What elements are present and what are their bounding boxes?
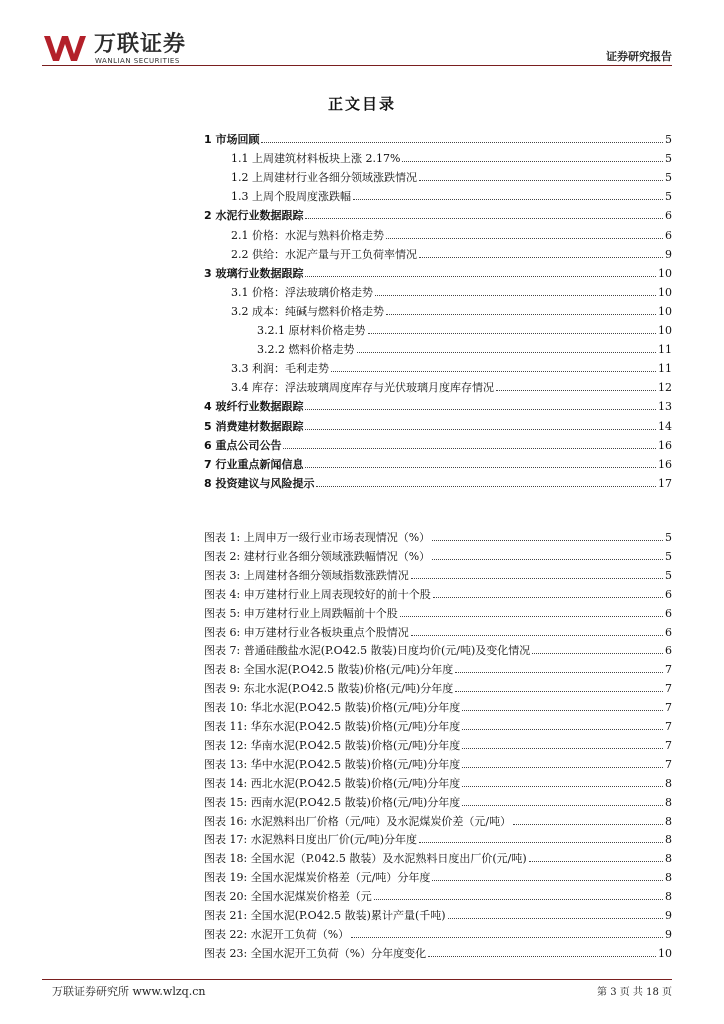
entry-page: 5 [665, 568, 672, 582]
entry-title: 6 重点公司公告 [204, 438, 282, 452]
dot-leader [462, 748, 663, 749]
dot-leader [529, 861, 663, 862]
dot-leader [305, 429, 656, 430]
dot-leader [428, 956, 656, 957]
entry-page: 9 [665, 247, 672, 261]
dot-leader [351, 937, 663, 938]
entry-title: 图表 9: 东北水泥(P.O42.5 散装)价格(元/吨)分年度 [204, 682, 454, 696]
dot-leader [283, 448, 656, 449]
entry-title: 图表 22: 水泥开工负荷（%） [204, 927, 350, 941]
entry-page: 7 [665, 682, 672, 696]
entry-page: 6 [665, 209, 672, 223]
entry-page: 7 [665, 663, 672, 677]
entry-page: 11 [658, 362, 672, 376]
entry-page: 6 [665, 644, 672, 658]
dot-leader [462, 710, 663, 711]
dot-leader [305, 276, 656, 277]
entry-title: 3.4 库存：浮法玻璃周度库存与光伏玻璃月度库存情况 [231, 381, 494, 395]
header-divider [42, 65, 672, 66]
figure-entry[interactable] [204, 531, 672, 545]
figure-entry[interactable] [204, 720, 672, 734]
toc-entry[interactable] [231, 381, 672, 395]
entry-title: 图表 6: 申万建材行业各板块重点个股情况 [204, 625, 409, 639]
toc-entry[interactable] [231, 362, 672, 376]
document-type: 证券研究报告 [606, 50, 672, 63]
entry-title: 3.3 利润：毛利走势 [231, 362, 329, 376]
figure-entry[interactable] [204, 569, 672, 583]
entry-title: 1 市场回顾 [204, 133, 260, 146]
toc-entry[interactable] [204, 267, 672, 281]
toc-entry[interactable] [257, 324, 672, 338]
entry-page: 7 [665, 757, 672, 771]
dot-leader [386, 238, 663, 239]
toc-entry[interactable] [204, 133, 672, 147]
entry-page: 5 [665, 152, 672, 166]
entry-page: 7 [665, 738, 672, 752]
footer-divider [42, 979, 672, 980]
entry-title: 1.3 上周个股周度涨跌幅 [231, 190, 351, 204]
entry-page: 10 [658, 285, 672, 299]
entry-page: 16 [658, 457, 672, 471]
dot-leader [386, 314, 656, 315]
dot-leader [513, 824, 663, 825]
figure-entry[interactable] [204, 588, 672, 602]
entry-title: 图表 12: 华南水泥(P.O42.5 散装)价格(元/吨)分年度 [204, 738, 461, 752]
entry-title: 图表 20: 全国水泥煤炭价格差（元 [204, 890, 372, 904]
entry-title: 3.2 成本：纯碱与燃料价格走势 [231, 304, 384, 318]
entry-page: 8 [665, 833, 672, 847]
entry-page: 10 [658, 304, 672, 318]
entry-title: 图表 10: 华北水泥(P.O42.5 散装)价格(元/吨)分年度 [204, 701, 461, 715]
entry-title: 图表 15: 西南水泥(P.O42.5 散装)价格(元/吨)分年度 [204, 795, 461, 809]
dot-leader [331, 371, 656, 372]
figure-entry[interactable] [204, 607, 672, 621]
dot-leader [368, 333, 657, 334]
entry-title: 图表 2: 建材行业各细分领域涨跌幅情况（%） [204, 549, 431, 563]
toc-entry[interactable] [231, 190, 672, 204]
entry-page: 5 [665, 531, 672, 544]
entry-page: 5 [665, 133, 672, 146]
entry-page: 8 [665, 871, 672, 885]
entry-page: 16 [658, 438, 672, 452]
dot-leader [432, 880, 663, 881]
entry-title: 3.2.1 原材料价格走势 [257, 324, 366, 337]
toc-entry[interactable] [231, 171, 672, 185]
entry-page: 6 [665, 587, 672, 601]
entry-page: 10 [658, 946, 672, 960]
entry-title: 图表 16: 水泥熟料出厂价格（元/吨）及水泥煤炭价差（元/吨） [204, 814, 512, 828]
dot-leader [411, 635, 663, 636]
figure-entry[interactable] [204, 947, 672, 961]
dot-leader [455, 672, 663, 673]
entry-title: 图表 13: 华中水泥(P.O42.5 散装)价格(元/吨)分年度 [204, 757, 461, 771]
dot-leader [419, 180, 663, 181]
dot-leader [400, 616, 663, 617]
page-header [0, 0, 724, 66]
entry-title: 2 水泥行业数据跟踪 [204, 209, 304, 223]
dot-leader [462, 767, 663, 768]
entry-title: 1.1 上周建筑材料板块上涨 2.17% [231, 152, 401, 166]
entry-title: 图表 3: 上周建材各细分领域指数涨跌情况 [204, 568, 409, 582]
dot-leader [433, 597, 663, 598]
figure-entry[interactable] [204, 777, 672, 791]
dot-leader [305, 467, 656, 468]
figure-entry[interactable] [204, 928, 672, 942]
dot-leader [305, 409, 656, 410]
dot-leader [532, 653, 663, 654]
toc-entry[interactable] [204, 420, 672, 434]
figure-entry[interactable] [204, 663, 672, 677]
entry-title: 图表 19: 全国水泥煤炭价格差（元/吨）分年度 [204, 871, 431, 885]
entry-page: 12 [658, 381, 672, 395]
dot-leader [357, 352, 657, 353]
toc-entry[interactable] [204, 458, 672, 472]
entry-page: 5 [665, 171, 672, 185]
entry-title: 2.1 价格：水泥与熟料价格走势 [231, 228, 384, 242]
figure-entry[interactable] [204, 815, 672, 829]
dot-leader [462, 729, 663, 730]
toc-entry[interactable] [231, 229, 672, 243]
entry-page: 8 [665, 890, 672, 904]
entry-page: 6 [665, 606, 672, 620]
figure-entry[interactable] [204, 758, 672, 772]
entry-title: 7 行业重点新闻信息 [204, 457, 304, 471]
entry-title: 图表 17: 水泥熟料日度出厂价(元/吨)分年度 [204, 833, 417, 847]
toc-entry[interactable] [231, 248, 672, 262]
dot-leader [411, 578, 663, 579]
figure-entry[interactable] [204, 852, 672, 866]
toc-entry[interactable] [204, 209, 672, 223]
figure-entry[interactable] [204, 833, 672, 847]
entry-title: 1.2 上周建材行业各细分领域涨跌情况 [231, 171, 417, 185]
entry-title: 3 玻璃行业数据跟踪 [204, 266, 304, 280]
dot-leader [374, 899, 663, 900]
entry-title: 图表 23: 全国水泥开工负荷（%）分年度变化 [204, 946, 427, 960]
dot-leader [419, 257, 663, 258]
entry-title: 图表 7: 普通硅酸盐水泥(P.O42.5 散装)日度均价(元/吨)及变化情况 [204, 644, 531, 658]
entry-page: 8 [665, 776, 672, 790]
entry-title: 8 投资建议与风险提示 [204, 476, 315, 490]
wanlian-logo-icon [42, 34, 90, 62]
toc-entry[interactable] [231, 152, 672, 166]
toc-entry[interactable] [204, 439, 672, 453]
dot-leader [261, 142, 663, 143]
entry-page: 9 [665, 909, 672, 922]
figure-entry[interactable] [204, 701, 672, 715]
dot-leader [432, 540, 663, 541]
figure-entry[interactable] [204, 626, 672, 640]
dot-leader [402, 161, 663, 162]
dot-leader [496, 390, 656, 391]
entry-page: 10 [658, 266, 672, 280]
entry-title: 图表 21: 全国水泥(P.O42.5 散装)累计产量(千吨) [204, 909, 446, 922]
dot-leader [462, 805, 663, 806]
entry-page: 8 [665, 852, 672, 866]
dot-leader [448, 918, 663, 919]
toc-entry[interactable] [204, 477, 672, 491]
entry-title: 图表 8: 全国水泥(P.O42.5 散装)价格(元/吨)分年度 [204, 663, 454, 677]
toc-entry[interactable] [231, 305, 672, 319]
entry-title: 图表 4: 申万建材行业上周表现较好的前十个股 [204, 587, 431, 601]
entry-title: 图表 14: 西北水泥(P.O42.5 散装)价格(元/吨)分年度 [204, 776, 461, 790]
entry-title: 3.2.2 燃料价格走势 [257, 343, 355, 357]
figure-entry[interactable] [204, 550, 672, 564]
entry-title: 5 消费建材数据跟踪 [204, 419, 304, 433]
dot-leader [462, 786, 663, 787]
logo-brand-cn: 万联证券 [94, 32, 187, 57]
entry-page: 10 [658, 324, 672, 337]
footer-source: 万联证券研究所 www.wlzq.cn [52, 985, 206, 998]
toc-title: 正文目录 [327, 95, 396, 113]
figure-entry[interactable] [204, 796, 672, 810]
entry-page: 8 [665, 795, 672, 809]
entry-page: 17 [658, 476, 672, 490]
figure-entry[interactable] [204, 890, 672, 904]
figure-entry[interactable] [204, 909, 672, 923]
figure-entry[interactable] [204, 739, 672, 753]
dot-leader [419, 842, 663, 843]
entry-title: 图表 1: 上周申万一级行业市场表现情况（%） [204, 531, 431, 544]
entry-page: 11 [658, 343, 672, 357]
toc-entry[interactable] [257, 343, 672, 357]
entry-page: 13 [658, 400, 672, 414]
entry-page: 6 [665, 228, 672, 242]
entry-title: 3.1 价格：浮法玻璃价格走势 [231, 285, 373, 299]
dot-leader [432, 559, 663, 560]
dot-leader [316, 486, 656, 487]
entry-page: 7 [665, 701, 672, 715]
figure-entry[interactable] [204, 682, 672, 696]
entry-title: 图表 18: 全国水泥（P.042.5 散装）及水泥熟料日度出厂价(元/吨) [204, 852, 527, 866]
toc-entry[interactable] [231, 286, 672, 300]
entry-title: 图表 5: 申万建材行业上周跌幅前十个股 [204, 606, 398, 620]
entry-page: 6 [665, 625, 672, 639]
dot-leader [455, 691, 663, 692]
figure-entry[interactable] [204, 871, 672, 885]
dot-leader [375, 295, 656, 296]
figure-entry[interactable] [204, 644, 672, 658]
entry-page: 9 [665, 927, 672, 941]
entry-title: 图表 11: 华东水泥(P.O42.5 散装)价格(元/吨)分年度 [204, 720, 461, 733]
entry-page: 5 [665, 549, 672, 563]
entry-page: 5 [665, 190, 672, 204]
toc-entry[interactable] [204, 400, 672, 414]
entry-title: 4 玻纤行业数据跟踪 [204, 400, 304, 414]
page-number: 第 3 页 共 18 页 [597, 987, 672, 998]
entry-title: 2.2 供给：水泥产量与开工负荷率情况 [231, 247, 417, 261]
entry-page: 8 [665, 814, 672, 828]
entry-page: 14 [658, 419, 672, 433]
dot-leader [305, 218, 663, 219]
entry-page: 7 [665, 720, 672, 733]
dot-leader [353, 199, 663, 200]
logo-brand-en: WANLIAN SECURITIES [95, 57, 180, 65]
